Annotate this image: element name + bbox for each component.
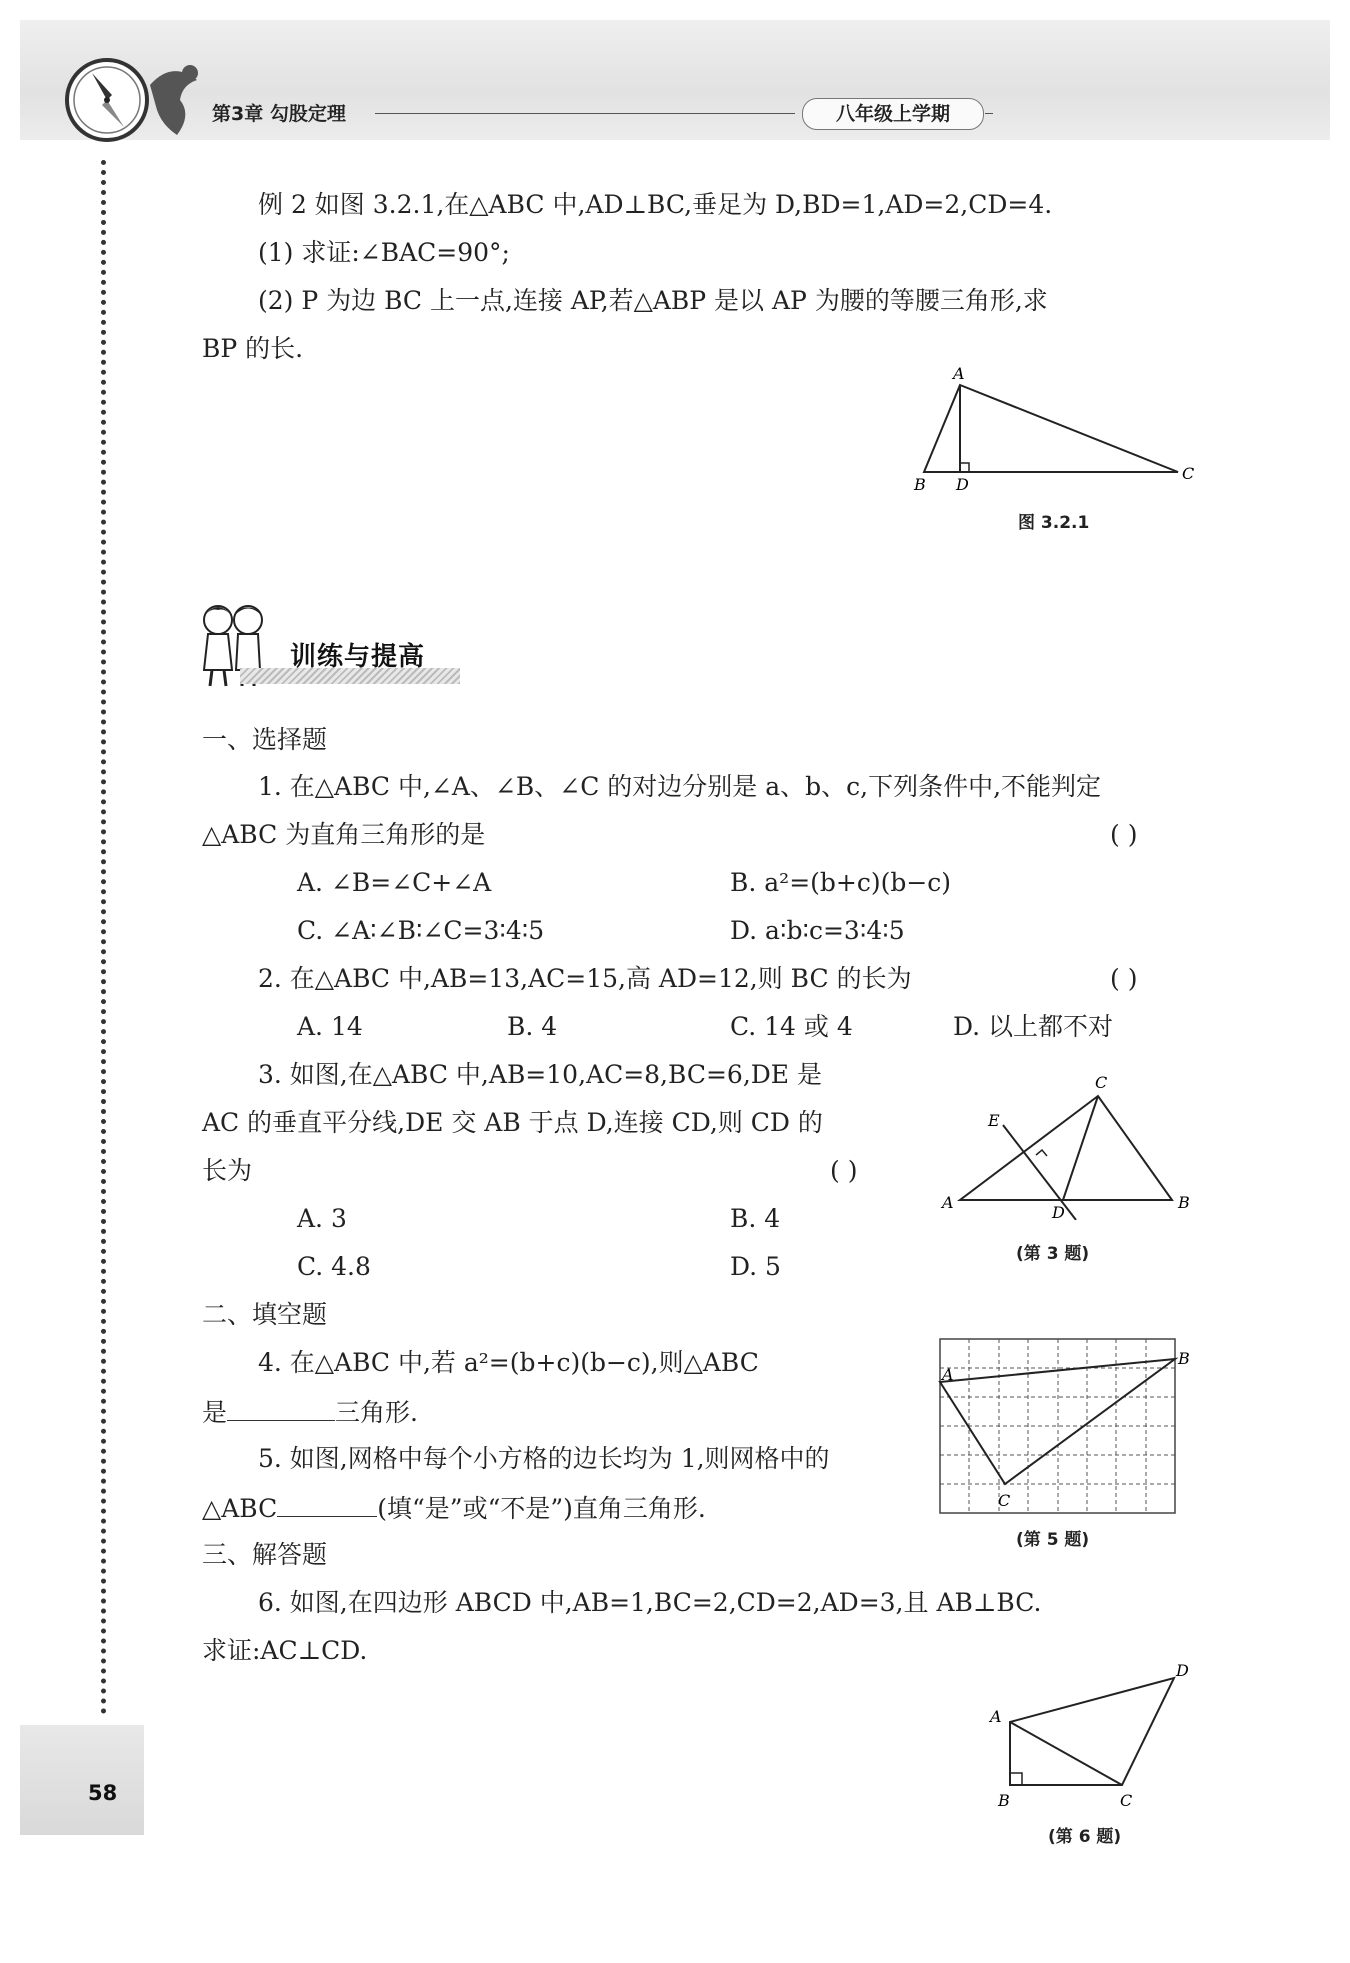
example-line-2: (1) 求证:∠BAC=90°; [258, 238, 510, 267]
fig5-label-c: C [998, 1491, 1011, 1510]
q3-option-c: C. 4.8 [297, 1252, 371, 1281]
q5-line-2-pre: △ABC [202, 1494, 278, 1523]
fig6-label-c: C [1120, 1791, 1133, 1810]
fig1-label-d: D [956, 475, 969, 494]
figure-3-2-1 [910, 362, 1200, 497]
fig3-label-b: B [1178, 1193, 1190, 1212]
fig5-label-b: B [1178, 1349, 1190, 1368]
fig5-label-a: A [942, 1365, 954, 1384]
q4-answer-blank[interactable] [227, 1396, 335, 1421]
q4-line-2-post: 三角形. [335, 1398, 418, 1427]
example-line-3: (2) P 为边 BC 上一点,连接 AP,若△ABP 是以 AP 为腰的等腰三角形,求 [258, 286, 1048, 315]
q4-line-2-pre: 是 [202, 1398, 228, 1427]
q3-option-a: A. 3 [297, 1204, 347, 1233]
q1-option-d: D. a∶b∶c=3∶4∶5 [730, 916, 905, 945]
fig1-label-b: B [914, 475, 926, 494]
example-line-1: 例 2 如图 3.2.1,在△ABC 中,AD⊥BC,垂足为 D,BD=1,AD=2,CD=4. [258, 190, 1053, 219]
q1-option-a: A. ∠B=∠C+∠A [297, 868, 492, 897]
example-line-4: BP 的长. [202, 334, 304, 363]
figure-q3-caption: (第 3 题) [1016, 1244, 1090, 1264]
header-rule [375, 113, 795, 114]
q3-option-d: D. 5 [730, 1252, 781, 1281]
q4-line-1: 4. 在△ABC 中,若 a²=(b+c)(b−c),则△ABC [258, 1348, 759, 1377]
q3-answer-paren: ( ) [830, 1156, 858, 1185]
section-1-title: 一、选择题 [202, 725, 328, 754]
q1-line-1: 1. 在△ABC 中,∠A、∠B、∠C 的对边分别是 a、b、c,下列条件中,不能判定 [258, 772, 1102, 801]
page-number: 58 [88, 1781, 118, 1805]
banner-title: 训练与提高 [290, 642, 426, 672]
fig1-label-c: C [1182, 464, 1195, 483]
term-badge: 八年级上学期 [802, 98, 984, 130]
fig6-label-b: B [998, 1791, 1010, 1810]
q5-answer-blank[interactable] [277, 1492, 377, 1517]
fig1-label-a: A [953, 364, 965, 383]
fig3-label-e: E [988, 1111, 1000, 1130]
figure-q5-grid [930, 1320, 1200, 1520]
q3-line-2: AC 的垂直平分线,DE 交 AB 于点 D,连接 CD,则 CD 的 [202, 1108, 823, 1137]
q3-line-1: 3. 如图,在△ABC 中,AB=10,AC=8,BC=6,DE 是 [258, 1060, 823, 1089]
section-2-title: 二、填空题 [202, 1300, 328, 1329]
q5-line-1: 5. 如图,网格中每个小方格的边长均为 1,则网格中的 [258, 1444, 830, 1473]
q1-line-2: △ABC 为直角三角形的是 [202, 820, 486, 849]
fig6-label-d: D [1176, 1661, 1189, 1680]
chapter-title: 第3章 勾股定理 [212, 103, 346, 125]
figure-q5-caption: (第 5 题) [1016, 1530, 1090, 1550]
q1-answer-paren: ( ) [1110, 820, 1138, 849]
q4-line-2 [202, 1396, 418, 1428]
fig3-label-c: C [1095, 1073, 1108, 1092]
q5-line-2-post: (填“是”或“不是”)直角三角形. [377, 1494, 706, 1523]
q1-option-c: C. ∠A∶∠B∶∠C=3∶4∶5 [297, 916, 545, 945]
q2-answer-paren: ( ) [1110, 964, 1138, 993]
q1-option-b: B. a²=(b+c)(b−c) [730, 868, 952, 897]
compass-logo-icon [62, 55, 207, 145]
figure-q6-caption: (第 6 题) [1048, 1827, 1122, 1847]
q2-option-c: C. 14 或 4 [730, 1012, 853, 1041]
q6-line-1: 6. 如图,在四边形 ABCD 中,AB=1,BC=2,CD=2,AD=3,且 AB⊥BC. [258, 1588, 1042, 1617]
page-tab [20, 1725, 144, 1835]
q2-line-1: 2. 在△ABC 中,AB=13,AC=15,高 AD=12,则 BC 的长为 [258, 964, 912, 993]
q2-option-b: B. 4 [507, 1012, 558, 1041]
fig3-label-a: A [942, 1193, 954, 1212]
header-rule-right [985, 113, 993, 114]
q6-line-2: 求证:AC⊥CD. [202, 1636, 368, 1665]
q2-option-d: D. 以上都不对 [953, 1012, 1114, 1041]
section-3-title: 三、解答题 [202, 1540, 328, 1569]
figure-q3 [930, 1070, 1200, 1220]
q2-option-a: A. 14 [297, 1012, 363, 1041]
fig6-label-a: A [990, 1707, 1002, 1726]
q3-line-3: 长为 [202, 1156, 253, 1185]
q3-option-b: B. 4 [730, 1204, 781, 1233]
figure-3-2-1-caption: 图 3.2.1 [1018, 513, 1090, 533]
q5-line-2 [202, 1492, 706, 1524]
figure-q6 [980, 1660, 1200, 1820]
dotted-margin [101, 160, 106, 1715]
fig3-label-d: D [1052, 1203, 1065, 1220]
